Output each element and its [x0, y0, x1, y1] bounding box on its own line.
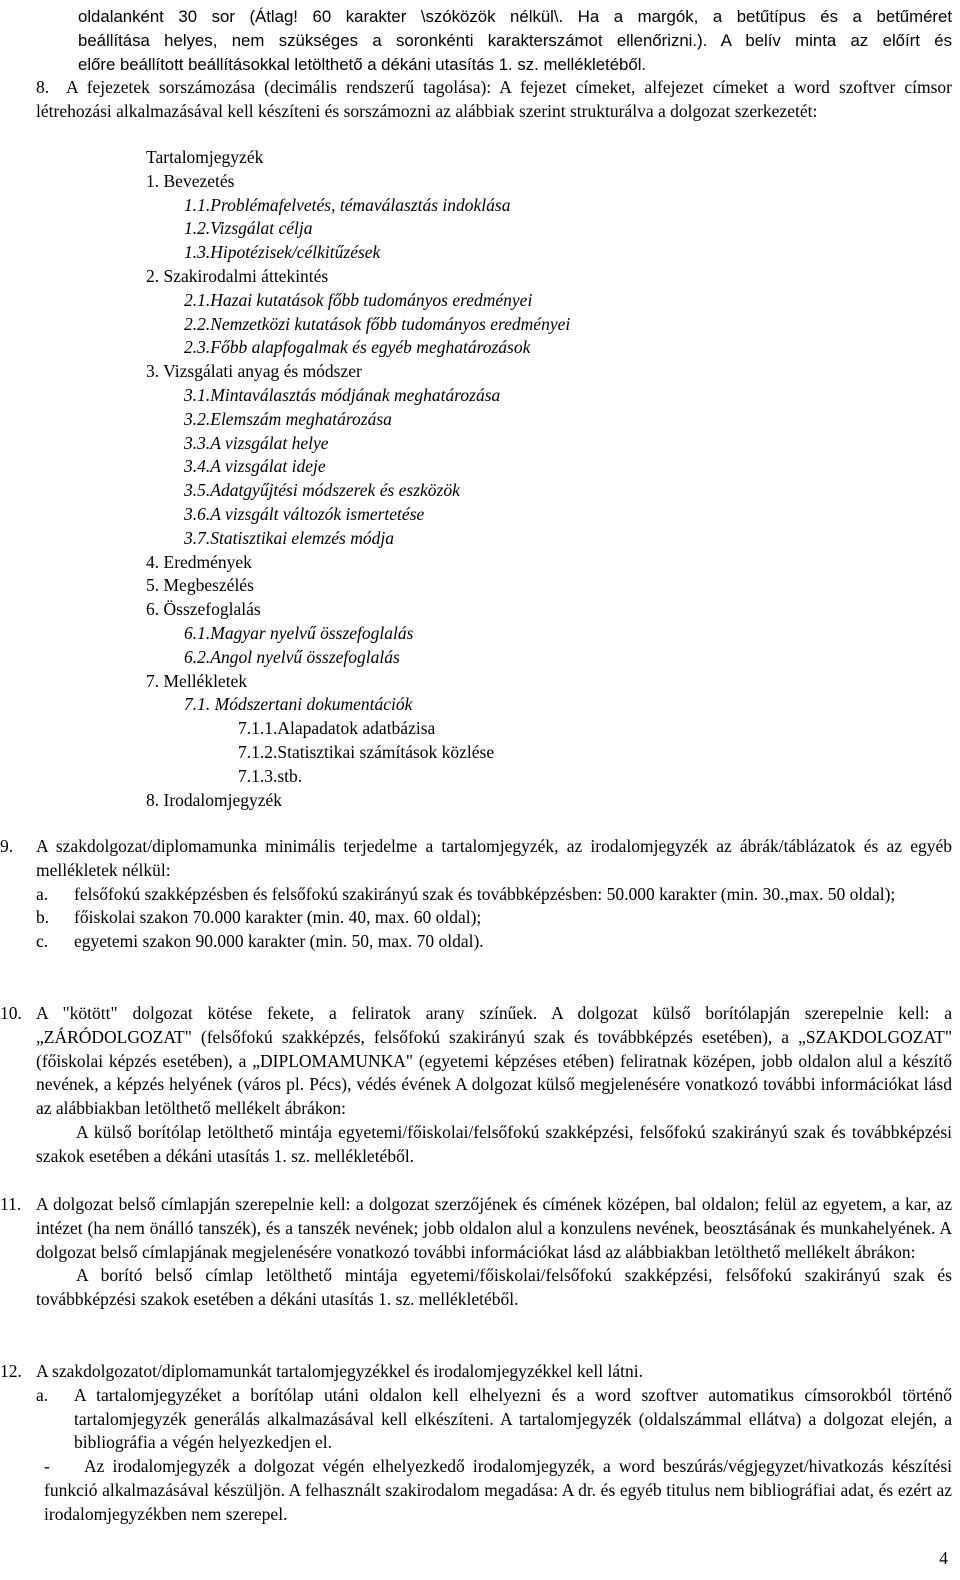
toc-entry: 7.1.3.stb. — [238, 765, 303, 786]
section-9-list — [36, 883, 952, 954]
toc-entry: 7.1.1.Alapadatok adatbázisa — [238, 718, 436, 739]
section-10-text: A "kötött" dolgozat kötése fekete, a feliratok arany színűek. A dolgozat külső borítólapján szerepelnie kell: a „ZÁRÓDOLGOZAT" (felsőfokú szakképzés, felsőfokú szakirányú szak és továbbképzés esetében), a „SZAKDOLGOZAT" (főiskolai képzés esetében), a „DIPLOMAMUNKA" (egyetemi képzéses etében) feliratnak középen, jobb oldalon alul a készítő nevének, a képzés helyének (város pl. Pécs), védés évének A dolgozat külső megjelenésére vonatkozó további információkat lásd az alábbiakban letölthető mellékelt ábrákon: — [36, 1003, 952, 1119]
toc-entry: 3.7.Statisztikai elemzés módja — [184, 527, 394, 548]
toc-entry: 6.1.Magyar nyelvű összefoglalás — [184, 622, 414, 643]
list-item-mark: a. — [36, 1384, 49, 1405]
toc-entry: 2.1.Hazai kutatások főbb tudományos eredményei — [184, 289, 533, 310]
section-10-number: 10. — [0, 1003, 22, 1023]
toc-entry: 6. Összefoglalás — [146, 599, 261, 620]
toc-entry: 6.2.Angol nyelvű összefoglalás — [184, 646, 400, 667]
toc-entry: 2.2.Nemzetközi kutatások főbb tudományos eredményei — [184, 313, 571, 334]
toc-entry: 5. Megbeszélés — [146, 575, 254, 596]
toc-entry: 7.1.2.Statisztikai számítások közlése — [238, 741, 495, 762]
toc-entry: 4. Eredmények — [146, 551, 252, 572]
toc-entry: 7.1. Módszertani dokumentációk — [184, 694, 413, 715]
list-item-text: egyetemi szakon 90.000 karakter (min. 50, max. 70 oldal). — [74, 931, 484, 952]
section-12-number: 12. — [0, 1361, 22, 1381]
toc-entry: 1.1.Problémafelvetés, témaválasztás indoklása — [184, 194, 511, 215]
toc-entry: 3.1.Mintaválasztás módjának meghatározása — [184, 384, 501, 405]
list-item-mark: c. — [36, 931, 49, 952]
intro-line-3: előre beállított beállításokkal letölthető a dékáni utasítás 1. sz. mellékletéből. — [78, 54, 647, 74]
dash-mark: - — [44, 1456, 50, 1477]
section-12-item-a — [36, 1384, 952, 1455]
intro-line-1: oldalanként 30 sor (Átlag! 60 karakter \szóközök nélkül\. Ha a margók, a betűtípus és a betűméret — [78, 7, 952, 26]
toc-entry: 2. Szakirodalmi áttekintés — [146, 265, 329, 286]
toc-entry: 2.3.Főbb alapfogalmak és egyéb meghatározások — [184, 337, 531, 358]
list-item-mark: a. — [36, 883, 49, 904]
section-8-text: A fejezetek sorszámozása (decimális rendszerű tagolása): A fejezet címeket, alfejezet címeket a word szoftver címsor létrehozási alkalmazásával kell készíteni és sorszámozni az alábbiak szerint strukturálva a dolgozat szerkezetét: — [36, 77, 952, 121]
toc-entry: 7. Mellékletek — [146, 670, 248, 691]
toc-entry: 3.5.Adatgyűjtési módszerek és eszközök — [184, 480, 460, 501]
section-11-text: A dolgozat belső címlapján szerepelnie kell: a dolgozat szerzőjének és címének középen, bal oldalon; felül az egyetem, a kar, az intézet (ha nem önálló tanszék), és a tanszék nevének; jobb oldalon alul a konzulens nevének, beosztásának és munkahelyének. A dolgozat belső címlapjának megjelenésére vonatkozó további információkat lásd az alábbiakban letölthető mellékelt ábrákon: — [36, 1194, 952, 1262]
list-item-mark: b. — [36, 907, 50, 928]
section-9-number: 9. — [0, 836, 14, 856]
section-9-text: A szakdolgozat/diplomamunka minimális terjedelme a tartalomjegyzék, az irodalomjegyzék az ábrák/táblázatok és az egyéb mellékletek nélkül: — [36, 836, 952, 880]
section-9 — [0, 835, 952, 954]
section-10 — [0, 1002, 952, 1169]
section-8-number: 8. — [36, 77, 50, 97]
list-item — [36, 883, 952, 907]
section-12 — [0, 1360, 952, 1527]
section-11-sub: A borító belső címlap letölthető mintája egyetemi/főiskolai/felsőfokú szakképzési, felsőfokú szakirányú szak és továbbképzési szakok esetében a dékáni utasítás 1. sz. mellékletéből. — [36, 1265, 952, 1310]
toc-entry: 3.3.A vizsgálat helye — [184, 432, 329, 453]
list-item-text: felsőfokú szakképzésben és felsőfokú szakirányú szak és továbbképzésben: 50.000 karakter (min. 30.,max. 50 oldal); — [74, 883, 896, 904]
section-12-dash-text: Az irodalomjegyzék a dolgozat végén elhelyezkedő irodalomjegyzék, a word beszúrás/végjegyzet/hivatkozás készítési funkció alkalmazásával készüljön. A felhasznált szakirodalom megadása: A dr. és egyéb titulus nem bibliográfiai adat, és ezért az irodalomjegyzékben nem szerepel. — [44, 1456, 952, 1524]
toc-outline — [146, 146, 746, 812]
list-item — [36, 906, 952, 930]
section-10-sub: A külső borítólap letölthető mintája egyetemi/főiskolai/felsőfokú szakképzési, felsőfokú szakirányú szak és továbbképzési szakok esetében a dékáni utasítás 1. sz. mellékletéből. — [36, 1121, 952, 1166]
toc-entry: 1. Bevezetés — [146, 170, 235, 191]
section-12-item-a-text: A tartalomjegyzéket a borítólap utáni oldalon kell elhelyezni és a word szoftver automatikus címsorokból történő tartalomjegyzék generálás alkalmazásával kell elkészíteni. A tartalomjegyzék (oldalszámmal ellátva) a dolgozat elején, a bibliográfia a végén helyezkedjen el. — [74, 1384, 952, 1453]
intro-paragraph — [78, 5, 952, 76]
section-12-text: A szakdolgozatot/diplomamunkát tartalomjegyzékkel és irodalomjegyzékkel kell látni. — [36, 1361, 643, 1381]
toc-entry: 3. Vizsgálati anyag és módszer — [146, 361, 362, 382]
section-11-number: 11. — [0, 1194, 22, 1214]
toc-entry: 3.2.Elemszám meghatározása — [184, 408, 392, 429]
page-number: 4 — [939, 1548, 948, 1568]
toc-entry: Tartalomjegyzék — [146, 147, 264, 167]
intro-line-2: beállítása helyes, nem szükséges a soronkénti karakterszámot ellenőrizni.). A belív minta az előírt és — [78, 30, 952, 50]
list-item-text: főiskolai szakon 70.000 karakter (min. 40, max. 60 oldal); — [74, 907, 482, 928]
section-12-dash-item — [44, 1455, 952, 1526]
toc-entry: 1.2.Vizsgálat célja — [184, 218, 313, 239]
toc-entry: 1.3.Hipotézisek/célkitűzések — [184, 242, 381, 263]
section-8 — [36, 76, 952, 124]
toc-entry: 3.4.A vizsgálat ideje — [184, 456, 326, 477]
section-11 — [0, 1193, 952, 1312]
toc-entry: 8. Irodalomjegyzék — [146, 789, 283, 810]
list-item — [36, 930, 952, 954]
toc-entry: 3.6.A vizsgált változók ismertetése — [184, 503, 425, 524]
